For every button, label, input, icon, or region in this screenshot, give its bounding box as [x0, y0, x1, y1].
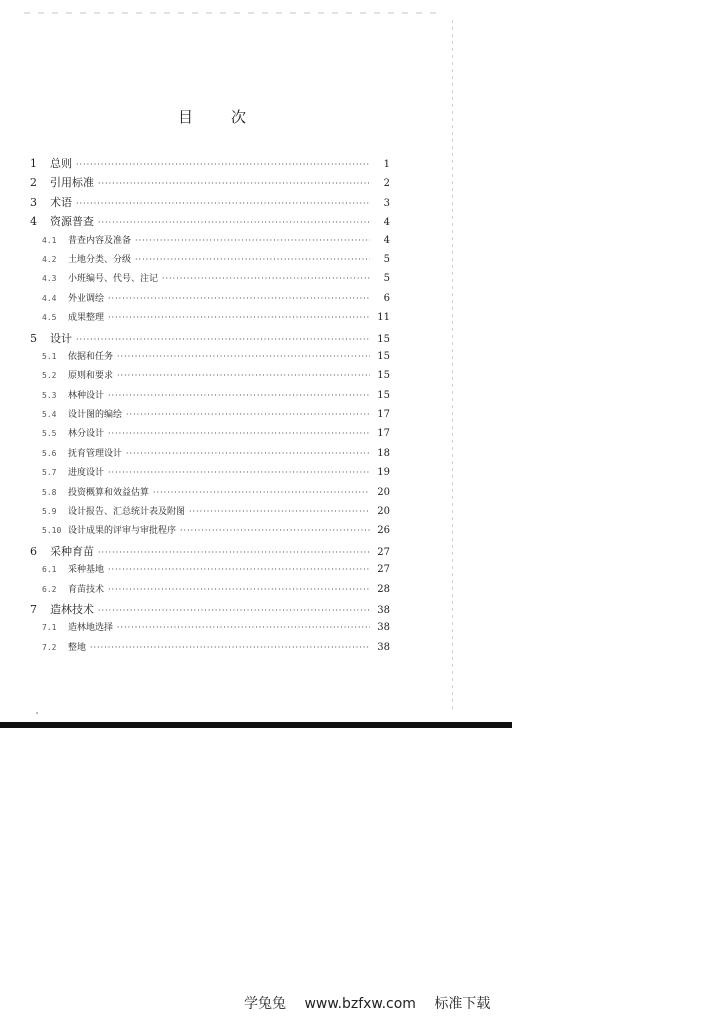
toc-dot-leader: [76, 335, 370, 344]
toc-entry-label: 林种设计: [68, 390, 105, 401]
toc-entry[interactable]: [30, 271, 390, 290]
toc-entry[interactable]: [30, 601, 390, 620]
toc-entry-label: 原则和要求: [68, 371, 114, 382]
toc-entry-number: 5.3: [42, 390, 57, 400]
toc-entry-page: 15: [377, 333, 390, 345]
toc-dot-leader: [126, 449, 370, 458]
toc-entry-label: 普查内容及准备: [68, 235, 132, 246]
toc-entry-page: 4: [383, 234, 390, 246]
toc-entry-page: 38: [377, 604, 390, 616]
toc-entry[interactable]: [30, 174, 390, 193]
footer-url[interactable]: www.bzfxw.com: [304, 996, 416, 1012]
toc-entry[interactable]: [30, 310, 390, 329]
toc-dot-leader: [117, 352, 370, 361]
toc-entry-label: 设计成果的评审与审批程序: [68, 526, 177, 537]
page-bottom-rule: [0, 722, 512, 728]
toc-entry[interactable]: [30, 349, 390, 368]
toc-entry-page: 5: [383, 253, 390, 265]
toc-entry-number: 4.4: [42, 293, 57, 303]
toc-entry-label: 造林技术: [50, 602, 94, 616]
toc-dot-leader: [108, 565, 370, 574]
toc-entry-page: 15: [377, 350, 390, 362]
toc-dot-leader: [98, 218, 370, 227]
toc-entry-number: 5.4: [42, 410, 57, 420]
toc-entry-label: 投资概算和效益估算: [68, 487, 150, 498]
toc-entry-page: 38: [377, 622, 390, 634]
toc-dot-leader: [76, 160, 370, 169]
scan-speck: [36, 712, 38, 714]
toc-entry-page: 27: [377, 546, 390, 558]
toc-dot-leader: [126, 410, 370, 419]
toc-entry[interactable]: [30, 465, 390, 484]
toc-entry-number: 1: [30, 157, 37, 170]
toc-entry-number: 5.9: [42, 507, 57, 517]
toc-entry[interactable]: [30, 504, 390, 523]
toc-entry-page: 26: [377, 525, 390, 537]
toc-dot-leader: [98, 179, 370, 188]
toc-entry-number: 4: [30, 215, 37, 229]
toc-dot-leader: [108, 468, 370, 477]
toc-dot-leader: [108, 429, 370, 438]
toc-entry[interactable]: [30, 368, 390, 387]
footer-tagline: 标准下载: [434, 996, 491, 1012]
toc-entry-number: 7: [30, 602, 37, 616]
toc-dot-leader: [162, 274, 370, 283]
toc-entry-label: 总则: [50, 157, 72, 170]
toc-entry-page: 6: [383, 292, 390, 304]
toc-entry-page: 28: [377, 583, 390, 595]
toc-dot-leader: [98, 548, 370, 557]
toc-dot-leader: [135, 236, 370, 245]
toc-entry-number: 5.8: [42, 487, 57, 497]
toc-entry-number: 5.6: [42, 448, 57, 458]
toc-entry[interactable]: [30, 640, 390, 659]
toc-entry-page: 20: [377, 486, 390, 498]
toc-entry-label: 成果整理: [68, 313, 105, 324]
toc-dot-leader: [117, 623, 370, 632]
toc-entry-label: 术语: [50, 195, 72, 209]
toc-dot-leader: [153, 488, 370, 497]
toc-entry-number: 5.1: [42, 351, 57, 361]
toc-entry-page: 4: [383, 217, 390, 229]
toc-entry-label: 采种基地: [68, 565, 105, 576]
toc-entry-label: 林分设计: [68, 429, 105, 440]
toc-entry[interactable]: [30, 485, 390, 504]
toc-entry[interactable]: [30, 562, 390, 581]
toc-entry-label: 土地分类、分级: [68, 254, 132, 265]
toc-entry[interactable]: [30, 330, 390, 349]
toc-dot-leader: [108, 294, 370, 303]
toc-title-char: 目: [178, 108, 196, 126]
toc-entry-number: 5.5: [42, 429, 57, 439]
toc-entry-page: 2: [383, 178, 390, 190]
toc-entry[interactable]: [30, 388, 390, 407]
toc-entry[interactable]: [30, 523, 390, 542]
toc-entry-number: 4.5: [42, 313, 57, 323]
toc-entry-number: 2: [30, 176, 37, 190]
toc-entry-label: 依据和任务: [68, 351, 114, 362]
toc-dot-leader: [108, 585, 370, 594]
toc-entry-number: 5: [30, 331, 37, 345]
toc-entry-page: 15: [377, 389, 390, 401]
toc-entry-number: 6: [30, 544, 37, 558]
toc-entry-label: 设计: [50, 331, 72, 345]
toc-entry-page: 17: [377, 409, 390, 421]
toc-dot-leader: [108, 313, 370, 322]
toc-dot-leader: [90, 643, 370, 652]
toc-entry-page: 5: [383, 273, 390, 285]
toc-dot-leader: [76, 199, 370, 208]
toc-dot-leader: [108, 391, 370, 400]
toc-entry-number: 7.1: [42, 623, 57, 633]
toc-entry-label: 育苗技术: [68, 584, 105, 595]
toc-entry-number: 5.7: [42, 468, 57, 478]
footer-site-name: 学兔兔: [244, 996, 286, 1012]
toc-entry-label: 采种育苗: [50, 544, 94, 558]
toc-entry-page: 1: [383, 159, 390, 170]
toc-entry-label: 外业调绘: [68, 293, 105, 304]
toc-entry[interactable]: [30, 543, 390, 562]
toc-entry-page: 27: [377, 564, 390, 576]
toc-dot-leader: [98, 606, 370, 615]
toc-entry-number: 4.1: [42, 235, 57, 245]
toc-entry[interactable]: [30, 407, 390, 426]
toc-dot-leader: [135, 255, 370, 264]
toc-entry-label: 整地: [68, 642, 87, 653]
toc-entry-page: 17: [377, 428, 390, 440]
toc-entry-label: 引用标准: [50, 176, 94, 190]
toc-entry[interactable]: [30, 426, 390, 445]
toc-entry-page: 3: [383, 197, 390, 209]
toc-entry-page: 20: [377, 506, 390, 518]
toc-title-char: 次: [230, 108, 248, 126]
table-of-contents: [30, 155, 390, 659]
toc-dot-leader: [189, 507, 370, 516]
toc-title: [178, 106, 248, 127]
toc-entry-page: 11: [377, 312, 390, 324]
toc-dot-leader: [180, 526, 370, 535]
toc-entry[interactable]: [30, 291, 390, 310]
toc-entry[interactable]: [30, 620, 390, 639]
toc-entry-label: 小班编号、代号、注记: [68, 274, 159, 285]
scan-artifact-top: [24, 12, 444, 14]
toc-entry-label: 进度设计: [68, 468, 105, 479]
toc-entry-number: 7.2: [42, 642, 57, 652]
toc-entry-number: 3: [30, 195, 37, 209]
toc-entry-page: 15: [377, 370, 390, 382]
toc-entry-label: 资源普查: [50, 215, 94, 229]
toc-entry-label: 抚育管理设计: [68, 448, 123, 459]
toc-entry-number: 4.3: [42, 274, 57, 284]
toc-entry-page: 19: [377, 467, 390, 479]
toc-entry-label: 设计图的编绘: [68, 410, 123, 421]
toc-entry[interactable]: [30, 155, 390, 174]
toc-entry-label: 造林地选择: [68, 623, 114, 634]
toc-entry[interactable]: [30, 446, 390, 465]
toc-entry-page: 18: [377, 447, 390, 459]
toc-entry-number: 6.2: [42, 584, 57, 594]
toc-entry-number: 5.10: [42, 526, 62, 536]
toc-entry-number: 4.2: [42, 254, 57, 264]
toc-entry-page: 38: [377, 641, 390, 653]
toc-dot-leader: [117, 371, 370, 380]
toc-entry[interactable]: [30, 252, 390, 271]
toc-entry-number: 6.1: [42, 565, 57, 575]
toc-entry[interactable]: [30, 582, 390, 601]
toc-entry[interactable]: [30, 233, 390, 252]
toc-entry-label: 设计报告、汇总统计表及附图: [68, 507, 186, 518]
footer-watermark: [244, 993, 504, 1013]
toc-entry-number: 5.2: [42, 371, 57, 381]
page-edge-line: [452, 20, 453, 710]
toc-entry[interactable]: [30, 213, 390, 232]
toc-entry[interactable]: [30, 194, 390, 213]
